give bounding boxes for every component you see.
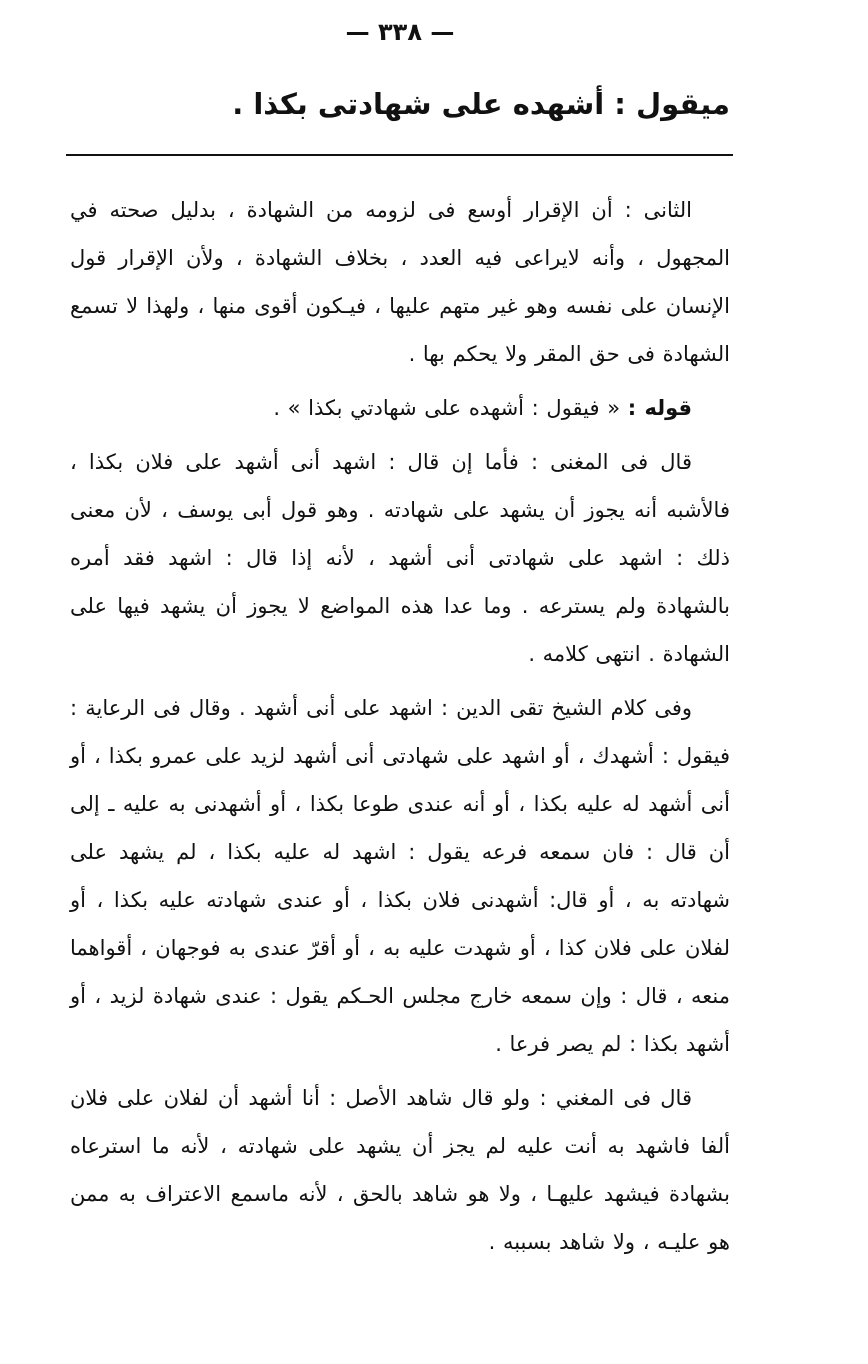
separator-rule: [66, 154, 733, 156]
paragraph-5: قال فى المغني : ولو قال شاهد الأصل : أنا أشهد أن لفلان على فلان ألفا فاشهد به أنت عليه لم يجز أن يشهد على شهادته ، لأنه ما استرعاه بشهادة فيشهد عليهـا ، ولا هو شاهد بالحق ، لأنه ماسمع الاعتراف به ممن هو عليـه ، ولا شاهد بسببه .: [70, 1086, 730, 1254]
quoted-heading-label: قوله :: [627, 396, 692, 420]
paragraph-2: [70, 384, 730, 432]
quoted-heading-text: « فيقول : أشهده على شهادتي بكذا » .: [273, 396, 621, 420]
main-text: [70, 186, 730, 1266]
carried-over-line: ميقول : أشهده على شهادتى بكذا .: [232, 87, 730, 121]
page-number: — ٣٣٨ —: [345, 18, 455, 46]
paragraph-4: وفى كلام الشيخ تقى الدين : اشهد على أنى أشهد . وقال فى الرعاية : فيقول : أشهدك ، أو اشهد على شهادتى أنى أشهد لزيد على عمرو بكذا ، أو أنى أشهد له عليه بكذا ، أو أنه عندى طوعا بكذا ، أو أشهدنى به عليه ـ إلى أن قال : فان سمعه فرعه يقول : اشهد له عليه بكذا ، لم يشهد على شهادته به ، أو قال: أشهدنى فلان بكذا ، أو عندى شهادته عليه بكذا ، أو لفلان على فلان كذا ، أو شهدت عليه به ، أو أقرّ عندى به فوجهان ، أقواهما منعه ، قال : وإن سمعه خارج مجلس الحـكم يقول : عندى شهادة لزيد ، أو أشهد بكذا : لم يصر فرعا .: [70, 696, 730, 1056]
paragraph-3: قال فى المغنى : فأما إن قال : اشهد أنى أشهد على فلان بكذا ، فالأشبه أنه يجوز أن يشهد على شهادته . وهو قول أبى يوسف ، لأن معنى ذلك : اشهد على شهادتى أنى أشهد ، لأنه إذا قال : اشهد فقد أمره بالشهادة ولم يسترعه . وما عدا هذه المواضع لا يجوز أن يشهد فيها على الشهادة . انتهى كلامه .: [70, 450, 730, 666]
paragraph-1: الثانى : أن الإقرار أوسع فى لزومه من الشهادة ، بدليل صحته في المجهول ، وأنه لايراعى فيه العدد ، بخلاف الشهادة ، ولأن الإقرار قول الإنسان على نفسه وهو غير متهم عليها ، فيـكون أقوى منها ، ولهذا لا تسمع الشهادة فى حق المقر ولا يحكم بها .: [70, 198, 730, 366]
